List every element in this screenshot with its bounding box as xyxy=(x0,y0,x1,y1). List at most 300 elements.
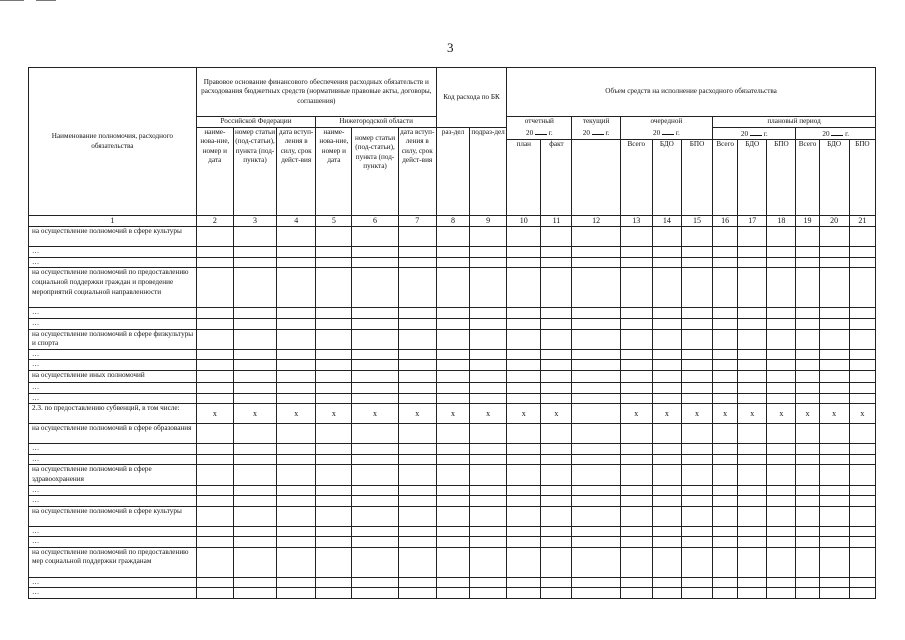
data-cell xyxy=(436,382,469,393)
data-cell xyxy=(470,577,507,588)
data-cell xyxy=(819,393,849,404)
data-cell xyxy=(316,588,352,599)
data-cell xyxy=(398,393,436,404)
data-cell xyxy=(819,227,849,247)
data-cell xyxy=(398,526,436,537)
table-row xyxy=(29,308,876,319)
data-cell xyxy=(352,227,398,247)
data-cell xyxy=(819,454,849,465)
data-cell xyxy=(620,537,652,548)
data-cell xyxy=(796,360,819,371)
data-cell xyxy=(277,577,316,588)
data-cell xyxy=(541,318,572,329)
data-cell xyxy=(196,360,233,371)
data-cell xyxy=(436,537,469,548)
data-cell xyxy=(652,465,681,485)
table-row xyxy=(29,506,876,526)
x-mark-cell: x xyxy=(436,404,469,424)
data-cell xyxy=(819,308,849,319)
header-rf-article: номер статьи (под-статьи), пункта (под-пункта) xyxy=(233,127,276,216)
data-cell xyxy=(352,588,398,599)
data-cell xyxy=(398,318,436,329)
row-label: на осуществление полномочий по предоставлению социальной поддержки граждан и проведение мероприятий социальной направленности xyxy=(29,268,197,308)
data-cell xyxy=(713,547,738,577)
data-cell xyxy=(767,268,796,308)
data-cell xyxy=(352,547,398,577)
data-cell xyxy=(507,424,541,444)
data-cell xyxy=(470,227,507,247)
data-cell xyxy=(277,227,316,247)
column-number: 10 xyxy=(507,216,541,227)
data-cell xyxy=(796,424,819,444)
row-label: на осуществление иных полномочий xyxy=(29,370,197,382)
scan-edge-line xyxy=(36,0,56,1)
data-cell xyxy=(398,349,436,360)
row-label: … xyxy=(29,444,197,455)
x-mark-cell: x xyxy=(796,404,819,424)
data-cell xyxy=(767,329,796,349)
x-mark-cell: x xyxy=(819,404,849,424)
table-row xyxy=(29,454,876,465)
data-cell xyxy=(316,537,352,548)
data-cell xyxy=(196,485,233,496)
column-number: 14 xyxy=(652,216,681,227)
data-cell xyxy=(849,485,875,496)
row-label: … xyxy=(29,308,197,319)
data-cell xyxy=(620,308,652,319)
data-cell xyxy=(620,227,652,247)
data-cell xyxy=(436,247,469,258)
data-cell xyxy=(470,308,507,319)
data-cell xyxy=(652,247,681,258)
data-cell xyxy=(652,382,681,393)
row-label: … xyxy=(29,318,197,329)
data-cell xyxy=(541,506,572,526)
header-podrazdel: подраз-дел xyxy=(470,127,507,216)
data-cell xyxy=(819,506,849,526)
data-cell xyxy=(233,485,276,496)
data-cell xyxy=(470,547,507,577)
row-label: … xyxy=(29,496,197,507)
data-cell xyxy=(277,318,316,329)
data-cell xyxy=(819,577,849,588)
data-cell xyxy=(796,247,819,258)
data-cell xyxy=(352,257,398,268)
data-cell xyxy=(796,257,819,268)
data-cell xyxy=(620,547,652,577)
data-cell xyxy=(541,588,572,599)
data-cell xyxy=(316,382,352,393)
x-mark-cell: x xyxy=(541,404,572,424)
data-cell xyxy=(713,588,738,599)
data-cell xyxy=(352,537,398,548)
data-cell xyxy=(277,454,316,465)
data-cell xyxy=(620,370,652,382)
data-cell xyxy=(620,465,652,485)
data-cell xyxy=(233,318,276,329)
data-cell xyxy=(233,547,276,577)
data-cell xyxy=(849,370,875,382)
data-cell xyxy=(652,360,681,371)
data-cell xyxy=(713,577,738,588)
data-cell xyxy=(352,444,398,455)
data-cell xyxy=(316,444,352,455)
data-cell xyxy=(849,349,875,360)
data-cell xyxy=(507,485,541,496)
data-cell xyxy=(796,393,819,404)
data-cell xyxy=(713,318,738,329)
data-cell xyxy=(681,496,712,507)
data-cell xyxy=(572,268,620,308)
row-label: … xyxy=(29,537,197,548)
data-cell xyxy=(819,547,849,577)
data-cell xyxy=(652,506,681,526)
data-cell xyxy=(738,454,767,465)
data-cell xyxy=(436,257,469,268)
header-nizhegorodskaya: Нижегородской области xyxy=(316,117,437,128)
data-cell xyxy=(796,465,819,485)
table-row xyxy=(29,268,876,308)
row-label: на осуществление полномочий в сфере культуры xyxy=(29,227,197,247)
data-cell xyxy=(277,382,316,393)
data-cell xyxy=(233,496,276,507)
row-label: … xyxy=(29,454,197,465)
data-cell xyxy=(713,424,738,444)
data-cell xyxy=(738,588,767,599)
data-cell xyxy=(352,349,398,360)
data-cell xyxy=(849,577,875,588)
data-cell xyxy=(470,360,507,371)
x-mark-cell: x xyxy=(713,404,738,424)
data-cell xyxy=(767,360,796,371)
table-row xyxy=(29,393,876,404)
x-mark-cell: x xyxy=(233,404,276,424)
data-cell xyxy=(316,349,352,360)
x-mark-cell: x xyxy=(849,404,875,424)
data-cell xyxy=(849,424,875,444)
data-cell xyxy=(316,308,352,319)
data-cell xyxy=(796,227,819,247)
data-cell xyxy=(507,537,541,548)
data-cell xyxy=(572,444,620,455)
data-cell xyxy=(316,227,352,247)
data-cell xyxy=(767,526,796,537)
column-number: 17 xyxy=(738,216,767,227)
data-cell xyxy=(681,454,712,465)
data-cell xyxy=(233,268,276,308)
data-cell xyxy=(196,349,233,360)
data-cell xyxy=(713,496,738,507)
data-cell xyxy=(541,465,572,485)
data-cell xyxy=(541,444,572,455)
data-cell xyxy=(470,424,507,444)
data-cell xyxy=(352,360,398,371)
data-cell xyxy=(398,227,436,247)
data-cell xyxy=(316,424,352,444)
data-cell xyxy=(436,454,469,465)
column-number: 2 xyxy=(196,216,233,227)
data-cell xyxy=(681,268,712,308)
data-cell xyxy=(316,496,352,507)
data-cell xyxy=(713,382,738,393)
data-cell xyxy=(196,454,233,465)
data-cell xyxy=(470,349,507,360)
data-cell xyxy=(620,329,652,349)
data-cell xyxy=(849,329,875,349)
column-number: 9 xyxy=(470,216,507,227)
data-cell xyxy=(819,247,849,258)
data-cell xyxy=(572,547,620,577)
row-label: … xyxy=(29,393,197,404)
data-cell xyxy=(352,496,398,507)
data-cell xyxy=(572,360,620,371)
data-cell xyxy=(398,506,436,526)
data-cell xyxy=(316,526,352,537)
data-cell xyxy=(541,329,572,349)
table-row xyxy=(29,526,876,537)
data-cell xyxy=(652,370,681,382)
data-cell xyxy=(572,404,620,424)
data-cell xyxy=(796,485,819,496)
data-cell xyxy=(196,247,233,258)
data-cell xyxy=(572,454,620,465)
data-cell xyxy=(620,444,652,455)
data-cell xyxy=(652,318,681,329)
data-cell xyxy=(713,227,738,247)
table-row xyxy=(29,247,876,258)
data-cell xyxy=(796,526,819,537)
data-cell xyxy=(849,382,875,393)
data-cell xyxy=(767,318,796,329)
data-cell xyxy=(352,577,398,588)
data-cell xyxy=(738,257,767,268)
data-cell xyxy=(470,506,507,526)
data-cell xyxy=(470,247,507,258)
data-cell xyxy=(738,308,767,319)
data-cell xyxy=(398,247,436,258)
data-cell xyxy=(681,360,712,371)
table-row xyxy=(29,329,876,349)
data-cell xyxy=(681,318,712,329)
data-cell xyxy=(398,257,436,268)
data-cell xyxy=(738,547,767,577)
data-cell xyxy=(277,424,316,444)
data-cell xyxy=(277,496,316,507)
header-plan: план xyxy=(507,140,541,216)
data-cell xyxy=(652,227,681,247)
data-cell xyxy=(196,506,233,526)
data-cell xyxy=(713,257,738,268)
data-cell xyxy=(681,349,712,360)
data-cell xyxy=(507,329,541,349)
data-cell xyxy=(767,485,796,496)
data-cell xyxy=(652,537,681,548)
column-number: 8 xyxy=(436,216,469,227)
data-cell xyxy=(652,577,681,588)
data-cell xyxy=(470,257,507,268)
data-cell xyxy=(436,485,469,496)
data-cell xyxy=(652,424,681,444)
data-cell xyxy=(398,268,436,308)
data-cell xyxy=(849,547,875,577)
data-cell xyxy=(738,485,767,496)
data-cell xyxy=(196,318,233,329)
data-cell xyxy=(681,526,712,537)
data-cell xyxy=(233,537,276,548)
data-cell xyxy=(470,370,507,382)
data-cell xyxy=(470,526,507,537)
data-cell xyxy=(572,393,620,404)
data-cell xyxy=(652,268,681,308)
data-cell xyxy=(352,318,398,329)
data-cell xyxy=(541,268,572,308)
data-cell xyxy=(507,370,541,382)
data-cell xyxy=(796,444,819,455)
data-cell xyxy=(541,370,572,382)
page-number: 3 xyxy=(447,40,454,55)
header-next-vsego: Всего xyxy=(620,140,652,216)
data-cell xyxy=(819,444,849,455)
data-cell xyxy=(572,318,620,329)
data-cell xyxy=(738,393,767,404)
data-cell xyxy=(819,257,849,268)
data-cell xyxy=(620,496,652,507)
data-cell xyxy=(277,393,316,404)
data-cell xyxy=(398,537,436,548)
data-cell xyxy=(572,526,620,537)
header-current-year: текущий 20 г. xyxy=(572,117,620,140)
data-cell xyxy=(352,424,398,444)
header-p1-bpo: БПО xyxy=(767,140,796,216)
scan-edge-line xyxy=(0,0,24,1)
data-cell xyxy=(681,506,712,526)
data-cell xyxy=(277,370,316,382)
table-row xyxy=(29,485,876,496)
data-cell xyxy=(620,360,652,371)
data-cell xyxy=(233,588,276,599)
data-cell xyxy=(819,526,849,537)
header-plan-year-2: 20 г. xyxy=(796,127,876,140)
data-cell xyxy=(233,444,276,455)
data-cell xyxy=(233,370,276,382)
data-cell xyxy=(196,444,233,455)
data-cell xyxy=(681,537,712,548)
data-cell xyxy=(507,268,541,308)
data-cell xyxy=(713,506,738,526)
data-cell xyxy=(316,268,352,308)
data-cell xyxy=(541,349,572,360)
data-cell xyxy=(849,360,875,371)
data-cell xyxy=(652,444,681,455)
header-plan-year-1: 20 г. xyxy=(713,127,796,140)
data-cell xyxy=(681,444,712,455)
data-cell xyxy=(436,268,469,308)
data-cell xyxy=(849,496,875,507)
table-row xyxy=(29,318,876,329)
data-cell xyxy=(196,268,233,308)
row-label: 2.3. по предоставлению субвенций, в том числе: xyxy=(29,404,197,424)
data-cell xyxy=(196,537,233,548)
data-cell xyxy=(796,329,819,349)
data-cell xyxy=(507,247,541,258)
data-cell xyxy=(398,329,436,349)
data-cell xyxy=(796,349,819,360)
header-volume: Объем средств на исполнение расходного обязательства xyxy=(507,68,876,117)
data-cell xyxy=(738,360,767,371)
data-cell xyxy=(849,526,875,537)
data-cell xyxy=(507,454,541,465)
data-cell xyxy=(620,382,652,393)
column-number-row xyxy=(29,216,876,227)
data-cell xyxy=(436,227,469,247)
data-cell xyxy=(652,257,681,268)
table-row xyxy=(29,360,876,371)
data-cell xyxy=(767,506,796,526)
data-cell xyxy=(436,424,469,444)
header-current-empty xyxy=(572,140,620,216)
data-cell xyxy=(652,526,681,537)
data-cell xyxy=(507,360,541,371)
data-cell xyxy=(681,308,712,319)
data-cell xyxy=(233,577,276,588)
table-row xyxy=(29,537,876,548)
data-cell xyxy=(470,588,507,599)
x-mark-cell: x xyxy=(398,404,436,424)
data-cell xyxy=(436,444,469,455)
data-cell xyxy=(796,496,819,507)
data-cell xyxy=(196,465,233,485)
data-cell xyxy=(819,382,849,393)
x-mark-cell: x xyxy=(767,404,796,424)
column-number: 20 xyxy=(819,216,849,227)
data-cell xyxy=(316,360,352,371)
data-cell xyxy=(316,257,352,268)
table-row xyxy=(29,257,876,268)
data-cell xyxy=(398,454,436,465)
column-number: 4 xyxy=(277,216,316,227)
data-cell xyxy=(233,349,276,360)
data-cell xyxy=(849,506,875,526)
data-cell xyxy=(572,506,620,526)
data-cell xyxy=(796,537,819,548)
data-cell xyxy=(652,588,681,599)
data-cell xyxy=(796,506,819,526)
data-cell xyxy=(398,547,436,577)
data-cell xyxy=(436,577,469,588)
data-cell xyxy=(849,588,875,599)
data-cell xyxy=(681,329,712,349)
data-cell xyxy=(233,393,276,404)
header-p1-vsego: Всего xyxy=(713,140,738,216)
data-cell xyxy=(681,577,712,588)
data-cell xyxy=(796,370,819,382)
data-cell xyxy=(819,588,849,599)
x-mark-cell: x xyxy=(652,404,681,424)
data-cell xyxy=(572,537,620,548)
data-cell xyxy=(507,393,541,404)
data-cell xyxy=(507,382,541,393)
data-cell xyxy=(277,329,316,349)
data-cell xyxy=(767,424,796,444)
data-cell xyxy=(620,247,652,258)
data-cell xyxy=(196,526,233,537)
data-cell xyxy=(819,537,849,548)
data-cell xyxy=(541,360,572,371)
data-cell xyxy=(277,465,316,485)
data-cell xyxy=(436,393,469,404)
table-row xyxy=(29,424,876,444)
data-cell xyxy=(767,444,796,455)
